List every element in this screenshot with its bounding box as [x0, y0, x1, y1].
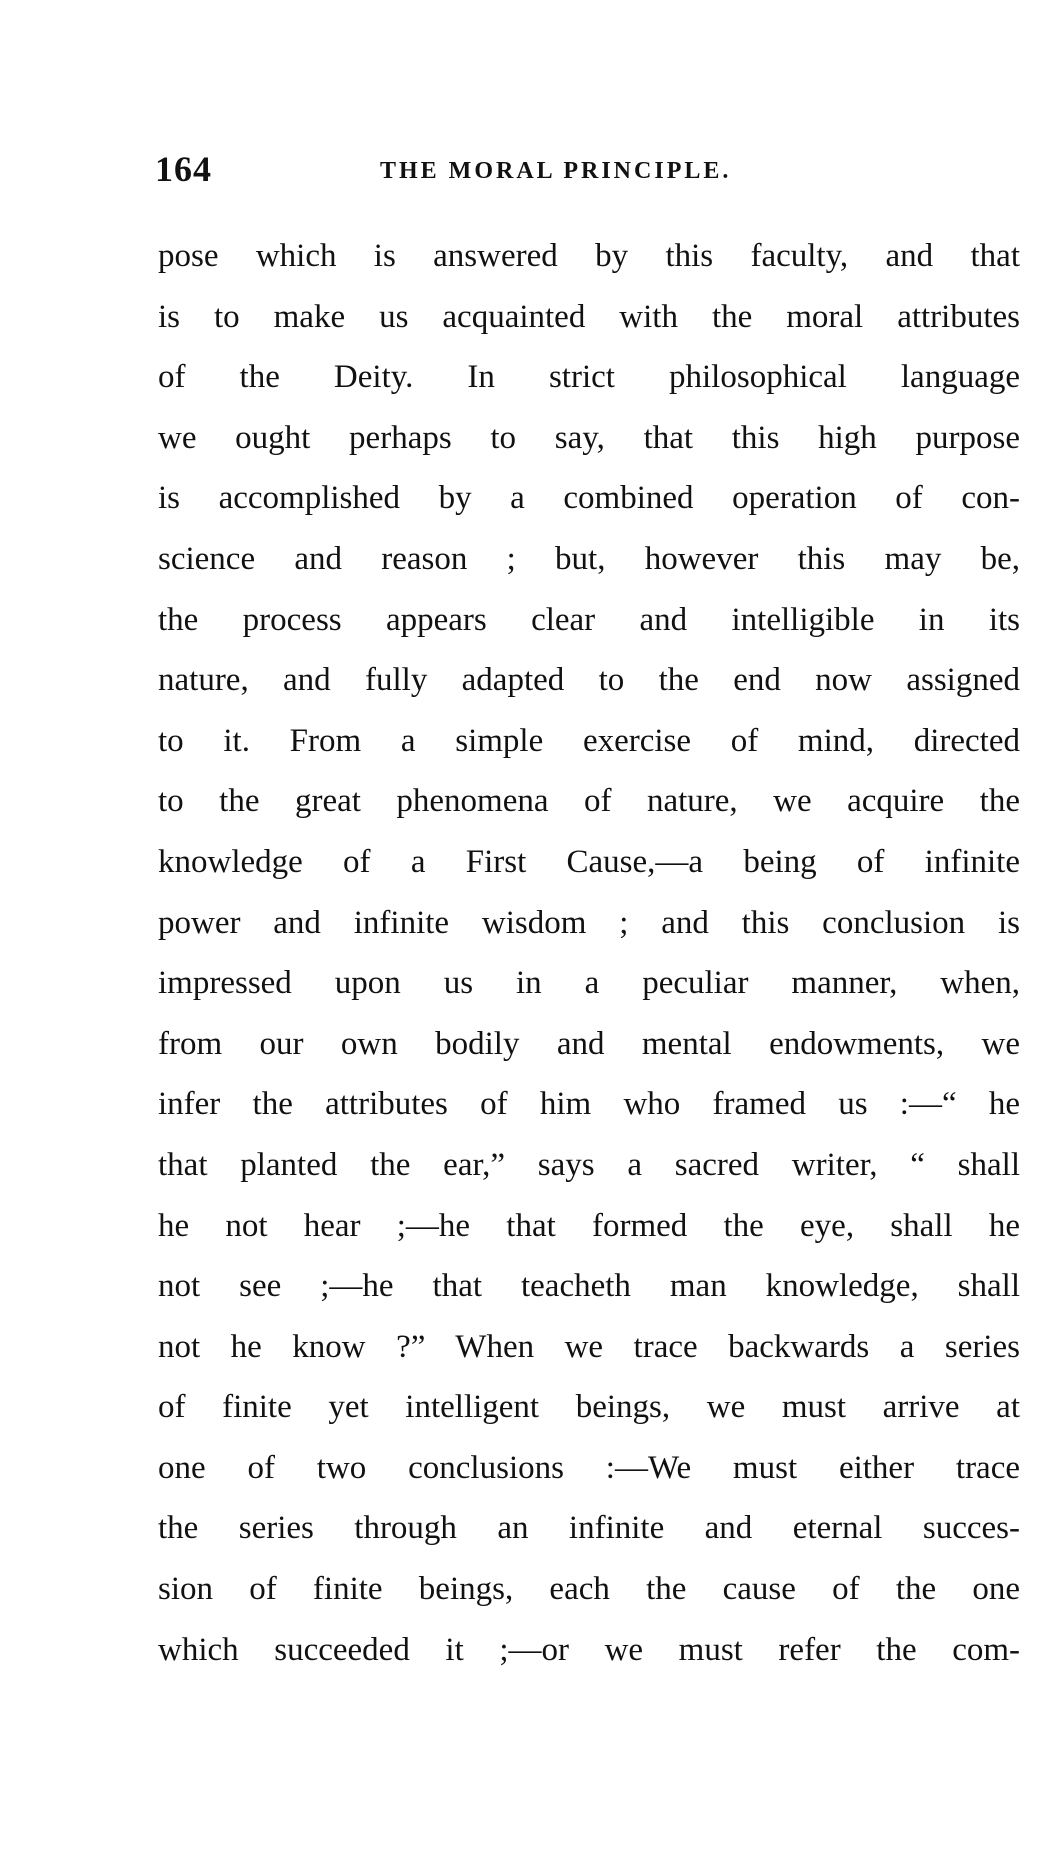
running-head [155, 148, 1035, 198]
text-line: science and reason ; but, however this may be, [158, 540, 1020, 577]
text-line: that planted the ear,” says a sacred writer, “ shall [158, 1146, 1020, 1183]
text-line: the process appears clear and intelligible in its [158, 601, 1020, 638]
text-line: impressed upon us in a peculiar manner, when, [158, 965, 1020, 1002]
text-line: he not hear ;—he that formed the eye, shall he [158, 1207, 1020, 1244]
page-number: 164 [155, 149, 212, 189]
text-line: to the great phenomena of nature, we acquire the [158, 783, 1020, 820]
text-line: nature, and fully adapted to the end now assigned [158, 662, 1020, 699]
text-line: infer the attributes of him who framed us :—“ he [158, 1086, 1020, 1123]
text-line: the series through an infinite and eternal succes- [158, 1510, 1020, 1547]
running-title: THE MORAL PRINCIPLE. [380, 158, 732, 184]
text-line: pose which is answered by this faculty, and that [158, 238, 1020, 274]
text-line: is accomplished by a combined operation of con- [158, 480, 1020, 517]
text-line: one of two conclusions :—We must either trace [158, 1449, 1020, 1486]
text-line: sion of finite beings, each the cause of the one [158, 1571, 1020, 1608]
text-line: power and infinite wisdom ; and this conclusion is [158, 904, 1020, 941]
text-line: is to make us acquainted with the moral attributes [158, 298, 1020, 335]
body-text [158, 226, 1020, 1680]
text-line: we ought perhaps to say, that this high purpose [158, 419, 1020, 456]
text-line: not see ;—he that teacheth man knowledge, shall [158, 1268, 1020, 1305]
text-line: to it. From a simple exercise of mind, directed [158, 722, 1020, 759]
text-line: which succeeded it ;—or we must refer the com- [158, 1631, 1020, 1668]
text-line: of finite yet intelligent beings, we must arrive at [158, 1389, 1020, 1426]
text-line: from our own bodily and mental endowments, we [158, 1025, 1020, 1062]
text-line: not he know ?” When we trace backwards a series [158, 1328, 1020, 1365]
text-line: knowledge of a First Cause,—a being of infinite [158, 843, 1020, 880]
text-line: of the Deity. In strict philosophical language [158, 359, 1020, 396]
